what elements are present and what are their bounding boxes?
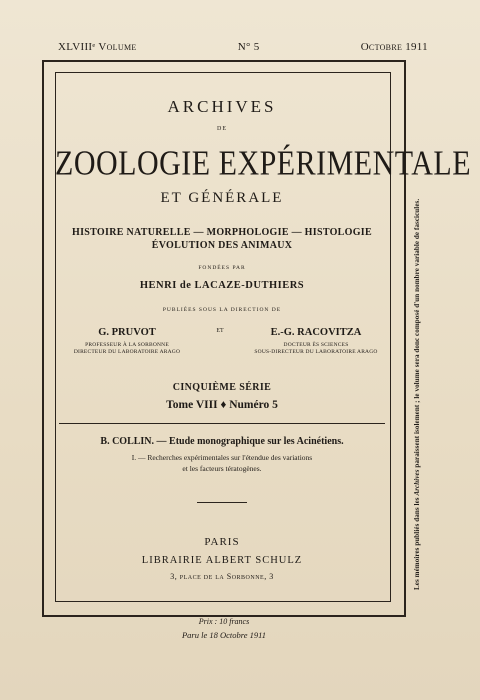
journal-subtitle: ET GÉNÉRALE xyxy=(160,190,284,206)
side-note-before: Les mémoires publiés dans les xyxy=(413,495,421,590)
side-note-after: paraissent isolement ; le volume sera donc composé d'un nombre variable de fascicules. xyxy=(413,198,421,470)
article-part-line-1: I. — Recherches expérimentales sur l'étendue des variations xyxy=(131,453,313,462)
founded-by-label: FONDÉES PAR xyxy=(198,265,246,271)
publisher-address: 3, place de la Sorbonne, 3 xyxy=(170,572,274,581)
director-right-title-2: SOUS-DIRECTEUR DU LABORATOIRE ARAGO xyxy=(254,349,378,355)
director-right xyxy=(247,327,385,355)
series-label: CINQUIÈME SÉRIE xyxy=(172,382,272,393)
director-left-title-1: PROFESSEUR À LA SORBONNE xyxy=(85,342,169,348)
director-left-title-2: DIRECTEUR DU LABORATOIRE ARAGO xyxy=(73,349,181,355)
director-right-name: E.-G. RACOVITZA xyxy=(270,327,362,338)
publisher-city: PARIS xyxy=(204,536,240,548)
director-left xyxy=(57,327,197,355)
de-word: DE xyxy=(217,126,227,132)
article-part-line-2: et les facteurs tératogènes. xyxy=(182,464,262,473)
article-title: B. COLLIN. — Etude monographique sur les Acinétiens. xyxy=(100,436,344,447)
volume-label: XLVIIIᵉ Volume xyxy=(58,41,137,53)
director-right-title-1: DOCTEUR ÈS SCIENCES xyxy=(283,342,349,348)
archives-heading: ARCHIVES xyxy=(167,97,277,116)
side-note-italic: Archives xyxy=(413,469,421,496)
direction-label: PUBLIÉES SOUS LA DIRECTION DE xyxy=(162,307,282,313)
separator-rule xyxy=(59,423,385,424)
side-note xyxy=(413,90,421,590)
short-rule xyxy=(197,502,247,503)
issue-date: Octobre 1911 xyxy=(360,41,428,53)
publication-date-note: Paru le 18 Octobre 1911 xyxy=(181,630,267,640)
tome-number: Tome VIII ♦ Numéro 5 xyxy=(166,399,278,411)
price-note: Prix : 10 francs xyxy=(198,617,250,626)
topics-line-2: ÉVOLUTION DES ANIMAUX xyxy=(151,240,293,251)
and-word: ET xyxy=(216,328,224,334)
cover-header-line xyxy=(58,41,428,53)
director-left-name: G. PRUVOT xyxy=(98,327,156,338)
topics-line-1: HISTOIRE NATURELLE — MORPHOLOGIE — HISTOLOGIE xyxy=(72,227,372,238)
journal-title: ZOOLOGIE EXPÉRIMENTALE xyxy=(55,144,472,183)
founder-name: HENRI de LACAZE-DUTHIERS xyxy=(139,280,305,291)
publisher-name: LIBRAIRIE ALBERT SCHULZ xyxy=(141,555,303,566)
issue-number: N° 5 xyxy=(237,41,260,53)
